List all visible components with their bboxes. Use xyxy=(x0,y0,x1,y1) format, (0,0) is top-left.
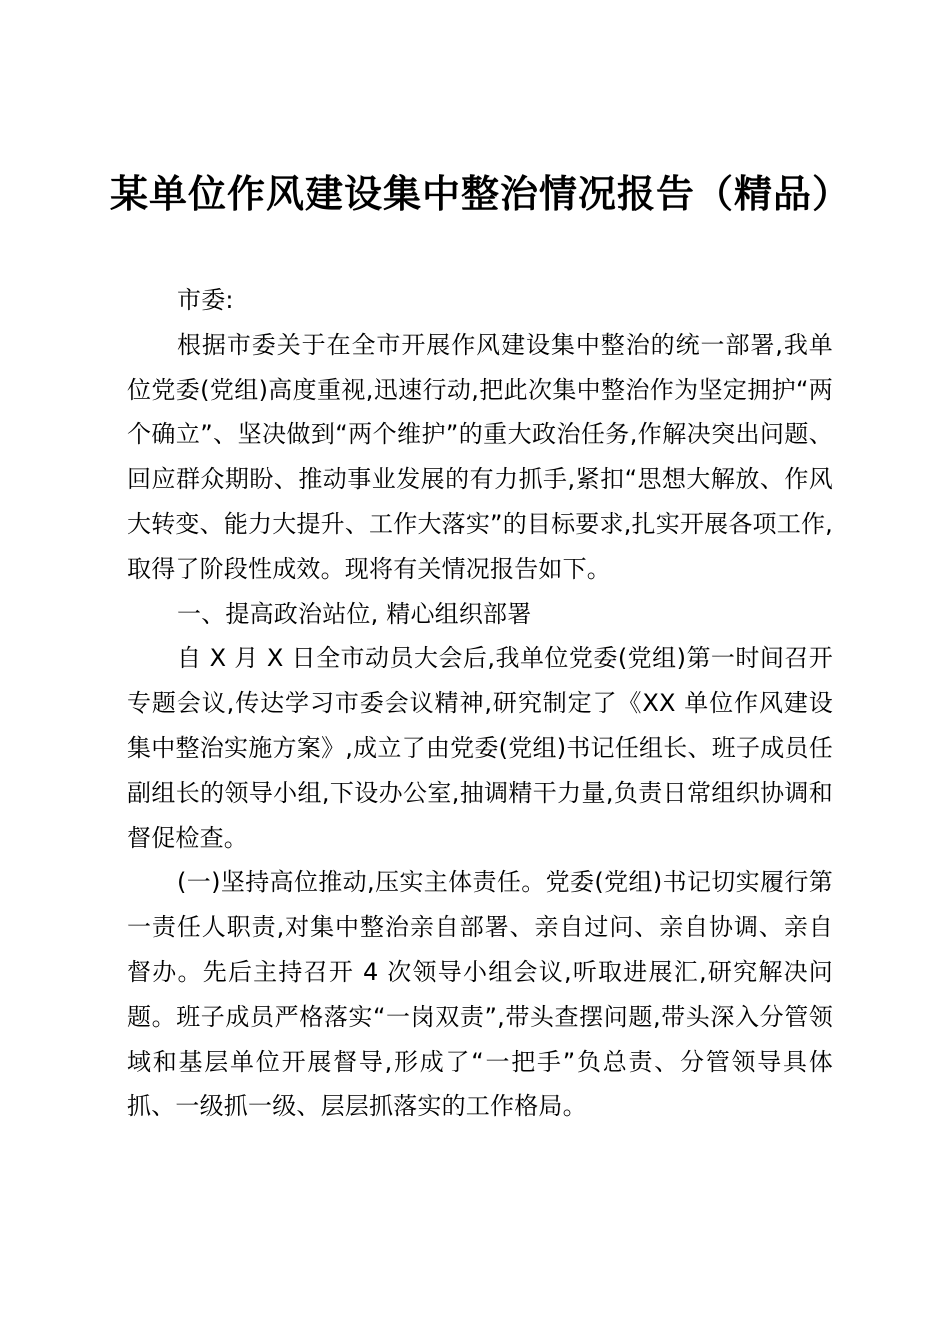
paragraph-subsection-1: (一)坚持高位推动,压实主体责任。党委(党组)书记切实履行第一责任人职责,对集中整治亲自部署、亲自过问、亲自协调、亲自督办。先后主持召开 4 次领导小组会议,听取进展汇,研究解决问题。班子成员严格落实“一岗双责”,带头查摆问题,带头深入分管领域和基层单位开展督导,形成了“一把手”负总责、分管领导具体抓、一级抓一级、层层抓落实的工作格局。 xyxy=(127,868,833,1121)
document-title: 某单位作风建设集中整治情况报告（精品） xyxy=(110,171,852,216)
paragraph-intro: 根据市委关于在全市开展作风建设集中整治的统一部署,我单位党委(党组)高度重视,迅速行动,把此次集中整治作为坚定拥护“两个确立”、坚决做到“两个维护”的重大政治任务,作解决突出问题、回应群众期盼、推动事业发展的有力抓手,紧扣“思想大解放、作风大转变、能力大提升、工作大落实”的目标要求,扎实开展各项工作,取得了阶段性成效。现将有关情况报告如下。 xyxy=(127,330,833,583)
section-heading-1: 一、提高政治站位, 精心组织部署 xyxy=(177,599,532,628)
paragraph-section-1: 自 X 月 X 日全市动员大会后,我单位党委(党组)第一时间召开专题会议,传达学习市委会议精神,研究制定了《XX 单位作风建设集中整治实施方案》,成立了由党委(党组)书记任组长、班子成员任副组长的领导小组,下设办公室,抽调精干力量,负责日常组织协调和督促检查。 xyxy=(127,644,833,852)
document-body xyxy=(127,278,833,1129)
salutation: 市委: xyxy=(177,286,234,314)
